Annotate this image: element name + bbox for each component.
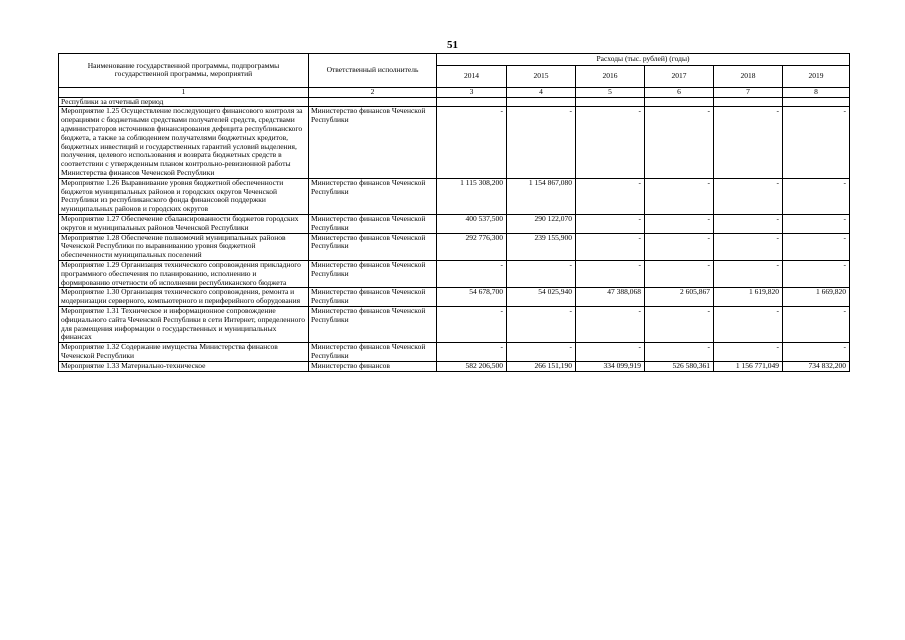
value-cell: - (645, 107, 714, 178)
column-number: 3 (437, 87, 507, 97)
executor-cell: Министерство финансов Чеченской Республики (309, 306, 437, 342)
column-number: 1 (59, 87, 309, 97)
value-cell: - (576, 214, 645, 233)
value-cell: - (576, 178, 645, 214)
value-cell: - (645, 260, 714, 287)
column-number: 7 (714, 87, 783, 97)
header-year: 2019 (783, 65, 850, 87)
header-year: 2015 (507, 65, 576, 87)
value-cell: - (714, 306, 783, 342)
value-cell: - (437, 107, 507, 178)
header-year: 2017 (645, 65, 714, 87)
executor-cell: Министерство финансов Чеченской Республики (309, 233, 437, 260)
measure-name: Мероприятие 1.27 Обеспечение сбалансированности бюджетов городских округов и муниципальных районов Чеченской Республики (59, 214, 309, 233)
value-cell: 1 154 867,080 (507, 178, 576, 214)
value-cell: - (714, 260, 783, 287)
table-row (59, 214, 850, 233)
executor-cell: Министерство финансов Чеченской Республики (309, 214, 437, 233)
value-cell: - (645, 306, 714, 342)
table-row (59, 343, 850, 362)
measure-name: Мероприятие 1.32 Содержание имущества Министерства финансов Чеченской Республики (59, 343, 309, 362)
value-cell: 1 156 771,049 (714, 361, 783, 371)
value-cell: 54 025,940 (507, 288, 576, 307)
value-cell: - (576, 343, 645, 362)
value-cell: 266 151,190 (507, 361, 576, 371)
value-cell: - (783, 233, 850, 260)
value-cell: 1 669,820 (783, 288, 850, 307)
value-cell: - (783, 306, 850, 342)
header-year: 2018 (714, 65, 783, 87)
value-cell: - (783, 178, 850, 214)
column-number: 4 (507, 87, 576, 97)
value-cell: - (783, 343, 850, 362)
value-cell: - (507, 306, 576, 342)
value-cell: - (507, 260, 576, 287)
header-name-column: Наименование государственной программы, подпрограммы государственной программы, мероприятий (59, 54, 309, 88)
value-cell: - (783, 260, 850, 287)
value-cell: 239 155,900 (507, 233, 576, 260)
value-cell: - (437, 343, 507, 362)
executor-cell: Министерство финансов Чеченской Республики (309, 178, 437, 214)
value-cell: 1 115 308,200 (437, 178, 507, 214)
table-row (59, 288, 850, 307)
executor-cell: Министерство финансов (309, 361, 437, 371)
executor-cell: Министерство финансов Чеченской Республики (309, 107, 437, 178)
table-row (59, 260, 850, 287)
page-number: 51 (447, 39, 458, 51)
value-cell: - (576, 233, 645, 260)
value-cell: 2 605,867 (645, 288, 714, 307)
value-cell: - (714, 214, 783, 233)
value-cell: - (645, 343, 714, 362)
value-cell: - (783, 107, 850, 178)
value-cell: - (645, 214, 714, 233)
measure-name: Мероприятие 1.29 Организация технического сопровождения прикладного программного обеспечения по планированию, исполнению и формированию отчетности об исполнении республиканского бюджета (59, 260, 309, 287)
value-cell: - (783, 214, 850, 233)
value-cell: - (576, 107, 645, 178)
table-row (59, 178, 850, 214)
executor-cell: Министерство финансов Чеченской Республики (309, 260, 437, 287)
table-row (59, 306, 850, 342)
value-cell: 734 832,200 (783, 361, 850, 371)
table-row (59, 361, 850, 371)
header-year: 2016 (576, 65, 645, 87)
value-cell: 334 099,919 (576, 361, 645, 371)
column-number: 8 (783, 87, 850, 97)
value-cell: 582 206,500 (437, 361, 507, 371)
executor-cell: Министерство финансов Чеченской Республики (309, 288, 437, 307)
value-cell: 47 388,068 (576, 288, 645, 307)
value-cell: - (645, 178, 714, 214)
measure-name: Мероприятие 1.30 Организация технического сопровождения, ремонта и модернизации серверного, компьютерного и периферийного оборудования (59, 288, 309, 307)
table-row (59, 107, 850, 178)
value-cell: - (437, 260, 507, 287)
value-cell: - (714, 343, 783, 362)
value-cell: - (714, 233, 783, 260)
measure-name: Мероприятие 1.28 Обеспечение полномочий муниципальных районов Чеченской Республики по выравниванию уровня бюджетной обеспеченности муниципальных поселений (59, 233, 309, 260)
measure-name: Мероприятие 1.25 Осуществление последующего финансового контроля за операциями с бюджетными средствами получателей средств, средствами администраторов источников финансирования дефицита республиканского бюджета, а также за соблюдением получателями бюджетных кредитов, бюджетных инвестиций и государственных гарантий условий выделения, получения, целевого использования и возврата бюджетных средств в соответствии с утвержденным планом контрольно-ревизионной работы Министерства финансов Чеченской Республики (59, 107, 309, 178)
column-number: 2 (309, 87, 437, 97)
column-number: 5 (576, 87, 645, 97)
table-row (59, 233, 850, 260)
header-executor-column: Ответственный исполнитель (309, 54, 437, 88)
section-label: Республики за отчетный период (59, 97, 309, 107)
value-cell: 292 776,300 (437, 233, 507, 260)
value-cell: - (576, 306, 645, 342)
measure-name: Мероприятие 1.26 Выравнивание уровня бюджетной обеспеченности бюджетов муниципальных районов и городских округов Чеченской Республики из республиканского фонда финансовой поддержки муниципальных районов и городских округов (59, 178, 309, 214)
value-cell: 526 580,361 (645, 361, 714, 371)
value-cell: - (507, 107, 576, 178)
value-cell: - (437, 306, 507, 342)
value-cell: - (507, 343, 576, 362)
value-cell: - (714, 107, 783, 178)
executor-cell: Министерство финансов Чеченской Республики (309, 343, 437, 362)
value-cell: 400 537,500 (437, 214, 507, 233)
budget-table (58, 53, 850, 372)
value-cell: 1 619,820 (714, 288, 783, 307)
measure-name: Мероприятие 1.31 Техническое и информационное сопровождение официального сайта Чеченской Республики в сети Интернет, определенного для размещения информации о государственных и муниципальных финансах (59, 306, 309, 342)
column-number: 6 (645, 87, 714, 97)
value-cell: - (714, 178, 783, 214)
value-cell: - (576, 260, 645, 287)
header-year: 2014 (437, 65, 507, 87)
value-cell: 54 678,700 (437, 288, 507, 307)
value-cell: 290 122,070 (507, 214, 576, 233)
header-expenses: Расходы (тыс. рублей) (годы) (437, 54, 850, 66)
measure-name: Мероприятие 1.33 Материально-техническое (59, 361, 309, 371)
value-cell: - (645, 233, 714, 260)
